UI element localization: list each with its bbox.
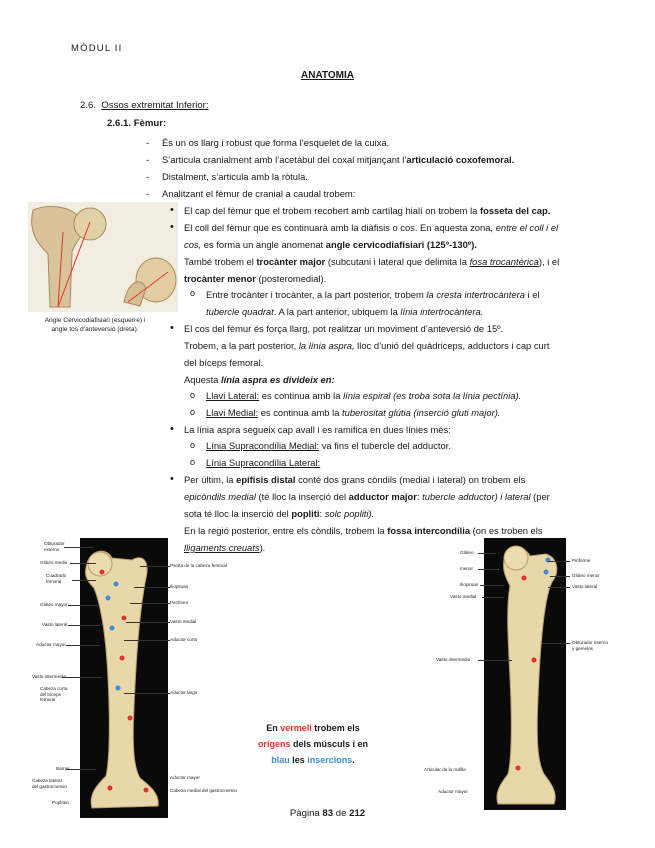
leader-line: [478, 660, 512, 661]
color-legend: En vermell trobem els orígens dels músculs i en blau les insercions.: [257, 723, 369, 765]
sub-bullet-llavi-medial: o Llavi Medial: es continua amb la tuberositat glútia (inserció gluti major).: [190, 407, 501, 418]
leader-line: [478, 553, 496, 554]
section-heading: 2.6. Ossos extremitat Inferior:: [80, 100, 209, 111]
leader-line: [64, 547, 94, 548]
leader-line: [134, 587, 170, 588]
label-aductor-mayor: Aductor mayor: [36, 642, 66, 647]
label-vasto-medial-right: Vasto medial: [450, 594, 477, 599]
label-aductor-mayor-right-femur: Aductor mayor: [438, 789, 468, 794]
label-gluteo-medio: Glúteo medio: [40, 560, 68, 565]
leader-line: [68, 625, 100, 626]
subsection-heading: 2.6.1. Fèmur:: [107, 118, 167, 129]
leader-line: [124, 640, 170, 641]
figure-caption: Angle Cervicodiafisiari (esquerre) i angle tos d’anteversió (dreta).: [44, 317, 146, 333]
sub-bullet-supra-lateral: o Línia Supracondília Lateral:: [190, 457, 321, 468]
leader-line: [62, 677, 102, 678]
leader-line: [66, 645, 100, 646]
label-cabeza-medial-gastrocnemio: Cabeza medial del gastrocnemio: [170, 788, 237, 793]
leader-line: [66, 769, 96, 770]
label-pectineo: Pectíneo: [170, 600, 189, 605]
label-aductor-mayor-right: Aductor mayor: [170, 775, 200, 780]
label-obturador-externo: Obturador externo: [44, 541, 65, 552]
label-gluteo-menor-left: Glúteo: [460, 550, 474, 555]
label-menor: menor: [460, 566, 474, 571]
leader-line: [482, 597, 504, 598]
page-title: ANATOMIA: [301, 70, 354, 81]
bullet-linia-aspra: • La línia aspra segueix cap avall i es ramifica en dues línies més:: [170, 423, 451, 435]
label-vasto-lateral-right: Vasto lateral: [572, 584, 598, 589]
leader-line: [550, 576, 570, 577]
femur-angle-photo: [28, 202, 178, 312]
leader-line: [70, 563, 96, 564]
leader-line: [68, 605, 98, 606]
label-vasto-intermedio-right: Vasto intermedio: [436, 657, 471, 662]
page-number: Pàgina 83 de 212: [289, 808, 366, 819]
label-vasto-medial: Vasto medial: [170, 619, 197, 624]
label-vasto-intermedio: Vasto intermedio: [32, 674, 67, 679]
label-cuadrado-femoral: Cuadrado femoral: [46, 573, 67, 584]
label-obturador-interno: Obturador interno y gemelos: [572, 640, 609, 651]
leader-line: [126, 622, 170, 623]
sub-bullet-llavi-lateral: o Llavi Lateral: es continua amb la línia espiral (es troba sota la línia pectínia).: [190, 390, 522, 401]
bullet-ultim: • Per últim, la epífisis distal conté dos grans còndils (medial i lateral) on trobem els epicòndils medial (té lloc la inserció del adductor major: tubercle adductor) i lateral (per sota té lloc la inserció del popliti: solc popliti). En la regió posterior, entre els còndils, trobem la fossa intercondília (on es troben els lligaments creuats).: [170, 473, 550, 553]
leader-line: [480, 585, 504, 586]
label-fosita-cabeza: Psoíta de la cabeza femoral: [170, 563, 227, 568]
bullet-cos: • El cos del fèmur és força llarg, pot realitzar un moviment d’anteversió de 15º. Trobem, a la part posterior, la línia aspra, lloc d’unió del quàdriceps, adductors i cap curt del bíceps femoral. Aquesta línia aspra es divideix en:: [170, 322, 550, 385]
femur-anterior-photo: [484, 538, 566, 810]
label-barras: Barras: [56, 766, 70, 771]
bullet-coll: • El coll del fèmur que es continuarà amb la diàfisis o cos. En aquesta zona, entre el coll i el cos, es forma un angle anomenat angle cervicodiafisiari (125º-130º). També trobem el trocànter major (subcutani i lateral que delimita la fosa trocantèrica), i el trocànter menor (posteromedial).: [170, 221, 560, 284]
label-articular-rodilla: Articular de la rodilla: [424, 767, 466, 772]
leader-line: [72, 580, 96, 581]
leader-line: [542, 643, 570, 644]
dash-item: - És un os llarg i robust que forma l’esquelet de la cuixa.: [146, 137, 390, 148]
label-gluteo-menor-right: Glúteo menor: [572, 573, 600, 578]
dash-item: - Analitzant el fèmur de cranial a caudal trobem:: [146, 188, 356, 199]
dash-item: - S’articula cranialment amb l’acetàbul del coxal mitjançant l’articulació coxofemoral.: [146, 154, 515, 165]
leader-line: [140, 566, 170, 567]
sub-bullet-trocanter: o Entre trocànter i trocànter, a la part posterior, trobem la cresta intertrocàntera i el tubercle quadrat. A la part anterior, ubiquem la línia intertrocàntera.: [190, 288, 540, 317]
dash-item: - Distalment, s’articula amb la ròtula.: [146, 171, 308, 182]
leader-line: [478, 569, 500, 570]
bullet-cap: • El cap del fèmur que el trobem recobert amb cartílag hialí on trobem la fosseta del cap.: [170, 204, 551, 216]
label-piriforme: Piriforme: [572, 558, 591, 563]
sub-bullet-supra-medial: o Línia Supracondília Medial: va fins el tubercle del adductor.: [190, 440, 451, 451]
label-aductor-corto: Aductor corto: [170, 637, 198, 642]
leader-line: [548, 587, 570, 588]
label-popliteo: Poplíteo: [52, 800, 69, 805]
label-gluteo-mayor: Glúteo mayor: [40, 602, 68, 607]
label-cabeza-corta-biceps: Cabeza corta del bíceps femoral: [40, 686, 68, 703]
label-cabeza-lateral-gastrocnemio: Cabeza lateral del gastrocnemio: [32, 778, 67, 789]
label-vasto-lateral: Vasto lateral: [42, 622, 68, 627]
leader-line: [548, 561, 570, 562]
module-header: MÒDUL II: [71, 43, 123, 54]
label-iliopsoas: Iliopsoas: [170, 584, 189, 589]
label-aductor-largo: Aductor largo: [170, 690, 198, 695]
leader-line: [130, 603, 170, 604]
label-iliopsoas-right: Iliopsoas: [460, 582, 479, 587]
leader-line: [124, 693, 170, 694]
